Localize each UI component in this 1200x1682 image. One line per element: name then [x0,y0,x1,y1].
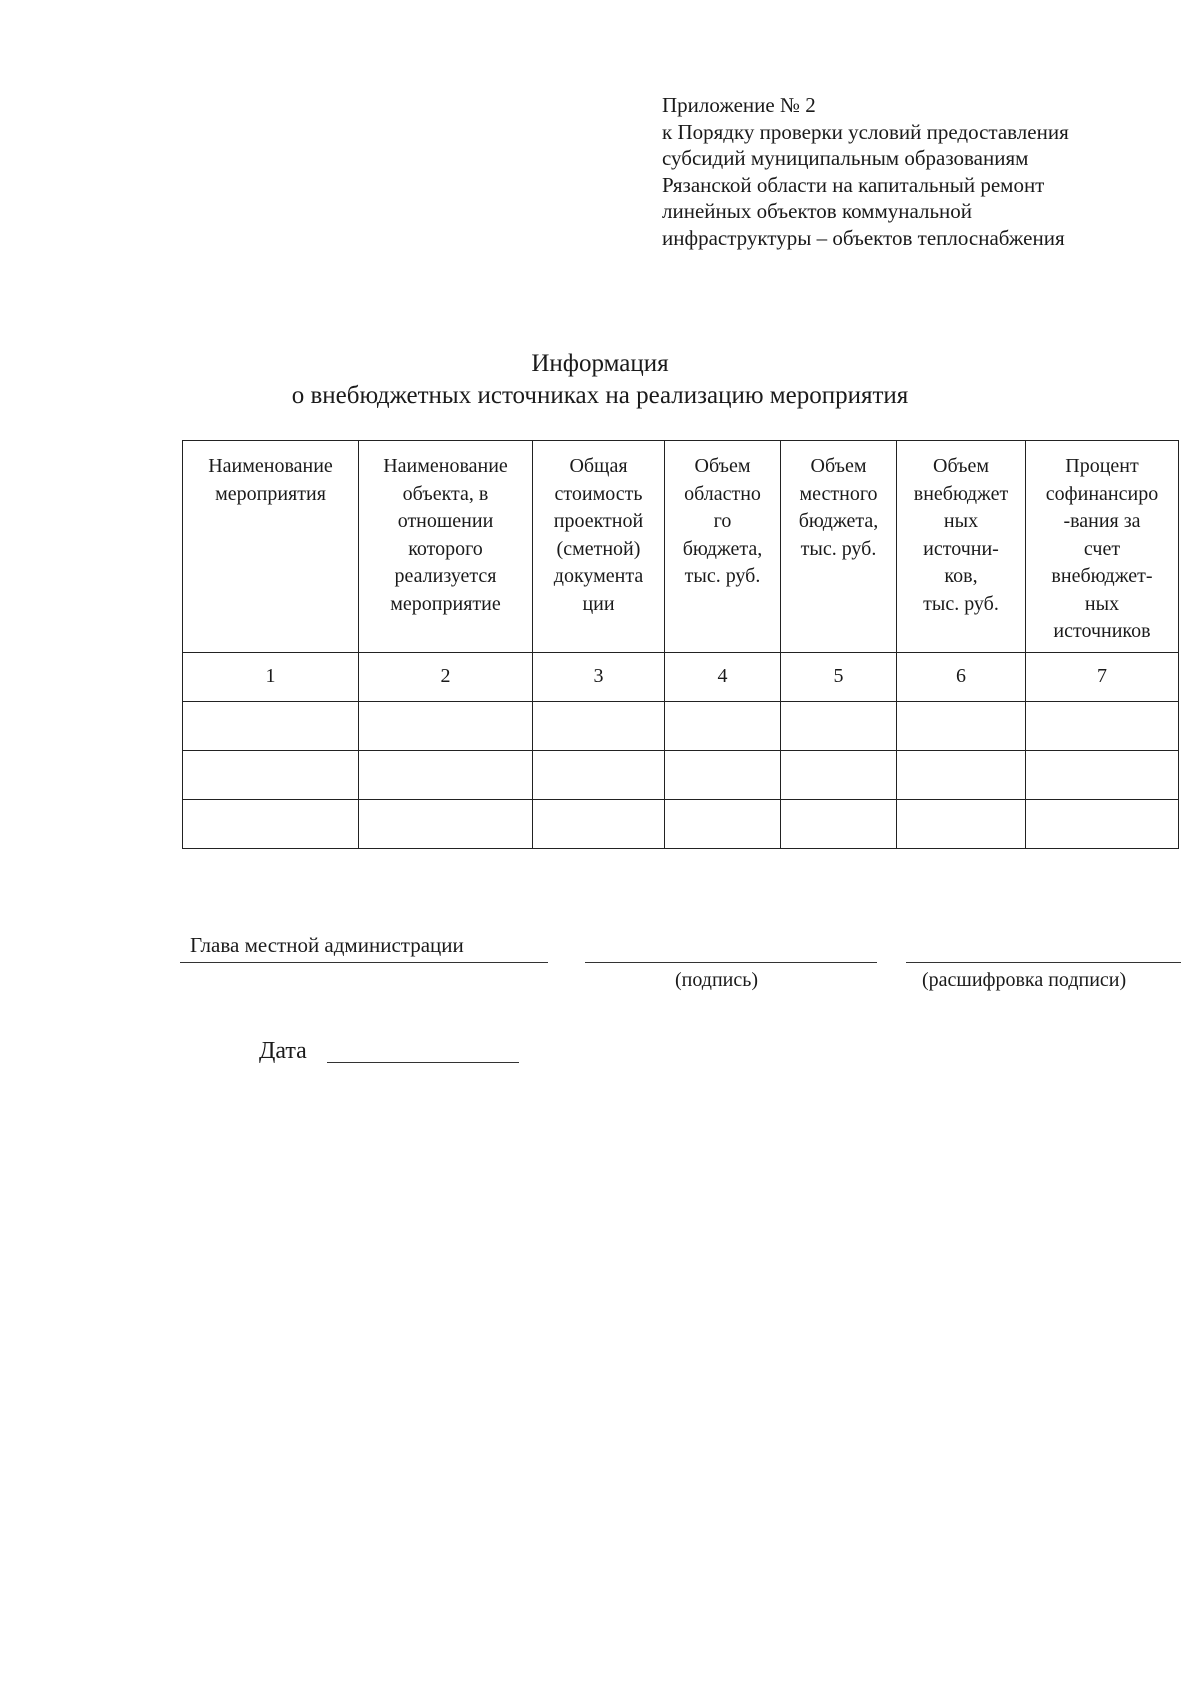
header-cell [665,441,781,653]
header-line: которого [408,537,483,560]
header-line: ных [943,510,979,532]
header-line: бюджета, [798,510,879,532]
column-number: 5 [781,653,897,702]
header-line: бюджета, [682,537,763,560]
head-of-administration-label: Глава местной администрации [190,933,464,957]
table-cell [533,702,665,751]
header-line: тыс. руб. [800,537,877,560]
header-line: мероприятие [390,592,501,615]
header-line: отношении [397,510,494,532]
header-line: источни- [923,537,999,560]
appendix-block [662,92,1162,251]
info-table [182,440,1179,849]
table-cell [897,800,1026,849]
table-row [183,702,1179,751]
table-cell [1026,751,1179,800]
date-label: Дата [259,1038,307,1064]
header-line: Общая [569,455,628,477]
table-cell [359,751,533,800]
header-line: ных [1084,592,1120,615]
appendix-line: Приложение № 2 [662,93,816,117]
appendix-line: Рязанской области на капитальный ремонт [662,172,1045,197]
table-row [183,751,1179,800]
appendix-line: к Порядку проверки условий предоставления [662,119,1069,144]
table-cell [183,800,359,849]
table-header-row [183,441,1179,653]
header-line: тыс. руб. [684,565,761,587]
column-number: 2 [359,653,533,702]
table-cell [359,702,533,751]
header-line: внебюджет- [1051,565,1153,587]
header-line: областно [684,482,761,505]
table-cell [781,800,897,849]
table-cell [533,800,665,849]
header-line: Наименование [383,455,508,477]
header-line: внебюджет [913,482,1009,505]
header-line: проектной [553,510,644,532]
header-cell [781,441,897,653]
header-line: документа [553,565,644,587]
header-line: Процент [1065,455,1139,477]
header-cell [359,441,533,653]
table-cell [1026,800,1179,849]
header-line: го [713,510,732,532]
table-cell [897,702,1026,751]
column-number: 3 [533,653,665,702]
document-subtitle: о внебюджетных источниках на реализацию мероприятия [291,382,909,409]
header-cell [183,441,359,653]
appendix-line: линейных объектов коммунальной [662,199,973,223]
header-line: счет [1083,537,1121,560]
table-cell [183,751,359,800]
document-title: Информация [531,350,669,377]
header-line: Объем [810,455,867,477]
table-cell [665,702,781,751]
column-number: 7 [1026,653,1179,702]
column-number: 6 [897,653,1026,702]
table-cell [183,702,359,751]
column-number: 4 [665,653,781,702]
table-cell [1026,702,1179,751]
appendix-line: инфраструктуры – объектов теплоснабжения [662,225,1065,250]
header-line: тыс. руб. [923,592,999,615]
header-cell [533,441,665,653]
table-row [183,800,1179,849]
header-line: местного [799,482,878,505]
table-cell [665,800,781,849]
header-line: (сметной) [556,537,641,560]
header-line: мероприятия [215,482,326,505]
signature-decode-caption: (расшифровка подписи) [922,969,1127,991]
column-number: 1 [183,653,359,702]
signature-line [585,962,877,963]
table-cell [665,751,781,800]
signature-caption: (подпись) [675,969,759,991]
head-underline [180,962,548,963]
table-cell [781,751,897,800]
header-line: стоимость [554,482,643,505]
table-cell [359,800,533,849]
signature-decode-line [906,962,1181,963]
header-line: объекта, в [402,482,489,505]
table-cell [781,702,897,751]
appendix-line: субсидий муниципальным образованиям [662,146,1029,170]
header-line: софинансиро [1045,482,1159,505]
table-cell [897,751,1026,800]
header-cell [897,441,1026,653]
header-line: Наименование [208,455,333,477]
date-line [327,1062,519,1063]
header-line: ции [582,592,615,615]
header-line: -вания за [1063,510,1141,532]
header-line: Объем [694,455,751,477]
header-line: реализуется [394,565,497,587]
header-line: Объем [933,455,989,477]
header-line: ков, [944,565,978,587]
column-number-row [183,653,1179,702]
header-line: источников [1053,620,1151,642]
table-cell [533,751,665,800]
header-cell [1026,441,1179,653]
